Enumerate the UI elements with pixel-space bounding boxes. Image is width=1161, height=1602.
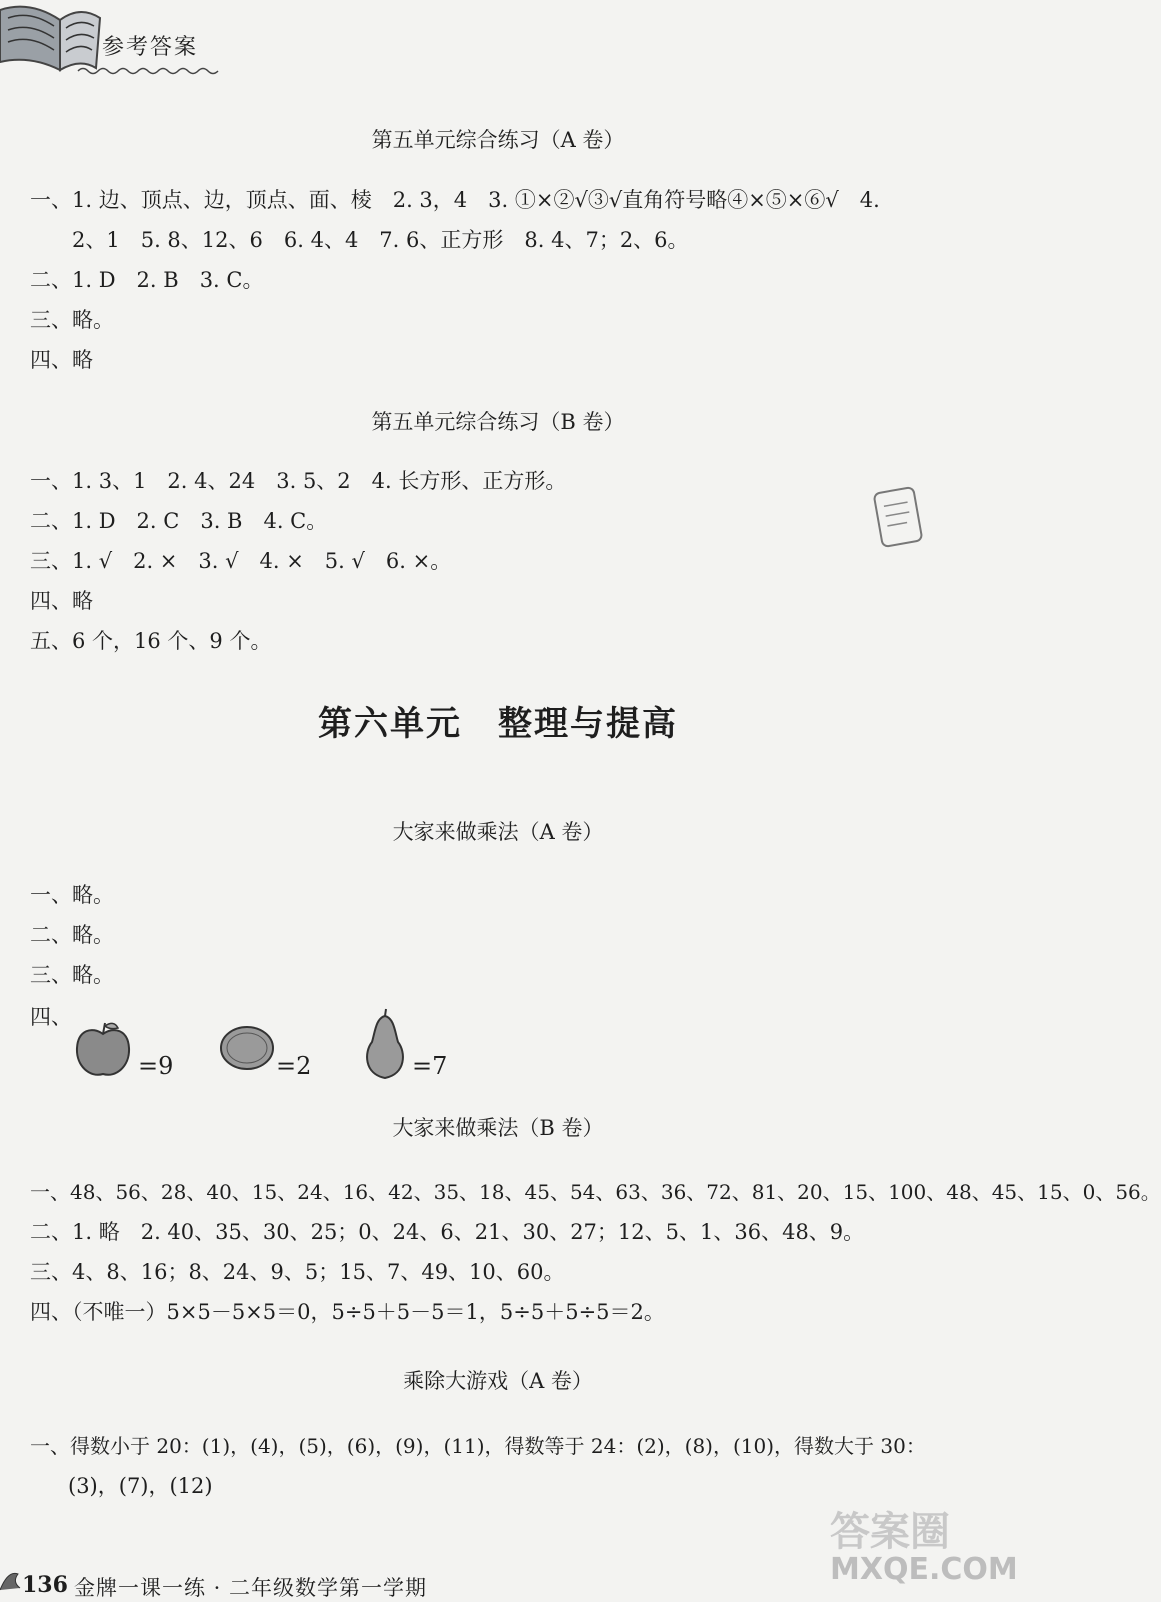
answer-line: 三、略。: [30, 308, 114, 332]
answer-line: 一、1. 3、1 2. 4、24 3. 5、2 4. 长方形、正方形。: [30, 469, 567, 493]
answer-line: 二、略。: [30, 923, 114, 947]
apple-icon: [74, 1020, 132, 1082]
section-title-game-a: 乘除大游戏（A 卷）: [403, 1369, 593, 1393]
answer-line: 四、（不唯一）5×5－5×5＝0，5÷5＋5－5＝1，5÷5＋5÷5＝2。: [30, 1300, 665, 1324]
pear-icon: [360, 1008, 410, 1084]
answer-line: 一、得数小于 20：(1)，(4)，(5)，(6)，(9)，(11)，得数等于 24：(2)，(8)，(10)，得数大于 30：: [30, 1434, 926, 1458]
watermark-logo: 答案圈: [830, 1508, 950, 1555]
answer-line: 一、1. 边、顶点、边，顶点、面、棱 2. 3，4 3. ①×②√③√直角符号略④×⑤×⑥√ 4.: [30, 188, 880, 212]
section-title-unit5-a: 第五单元综合练习（A 卷）: [371, 128, 625, 152]
answer-line: 三、4、8、16；8、24、9、5；15、7、49、10、60。: [30, 1260, 565, 1284]
answer-line: 四、: [30, 1005, 72, 1029]
unit-title: 第六单元 整理与提高: [318, 704, 678, 744]
watermark-url: MXQE.COM: [830, 1552, 1018, 1587]
answer-line: 二、1. 略 2. 40、35、30、25；0、24、6、21、30、27；12、5、1、36、48、9。: [30, 1220, 865, 1244]
wavy-divider: [78, 66, 218, 76]
orange-icon: [218, 1022, 276, 1074]
section-title-multiply-b: 大家来做乘法（B 卷）: [392, 1116, 604, 1140]
section-title-unit5-b: 第五单元综合练习（B 卷）: [371, 410, 625, 434]
answer-line: 二、1. D 2. B 3. C。: [30, 268, 264, 292]
answer-line: 二、1. D 2. C 3. B 4. C。: [30, 509, 328, 533]
stamp-icon: [872, 484, 924, 550]
footer-title: 金牌一课一练 · 二年级数学第一学期: [74, 1576, 428, 1600]
fruit-equation-text: =9: [138, 1052, 174, 1080]
answer-line: (3)，(7)，(12): [68, 1474, 213, 1498]
answer-line: 四、略: [30, 348, 93, 372]
page-number: 136: [22, 1572, 68, 1598]
answer-line: 一、48、56、28、40、15、24、16、42、35、18、45、54、63、36、72、81、20、15、100、48、45、15、0、56。: [30, 1180, 1161, 1204]
fruit-equation-text: =7: [412, 1052, 448, 1080]
answer-line: 一、略。: [30, 883, 114, 907]
section-title-multiply-a: 大家来做乘法（A 卷）: [392, 820, 604, 844]
answer-line: 三、1. √ 2. × 3. √ 4. × 5. √ 6. ×。: [30, 549, 452, 573]
fruit-equations: [30, 1020, 550, 1100]
header-title: 参考答案: [102, 35, 199, 60]
answer-line: 五、6 个，16 个、9 个。: [30, 629, 272, 653]
fruit-equation-text: =2: [276, 1052, 312, 1080]
answer-line: 2、1 5. 8、12、6 6. 4、4 7. 6、正方形 8. 4、7；2、6。: [72, 228, 689, 252]
answer-line: 三、略。: [30, 963, 114, 987]
answer-line: 四、略: [30, 589, 93, 613]
